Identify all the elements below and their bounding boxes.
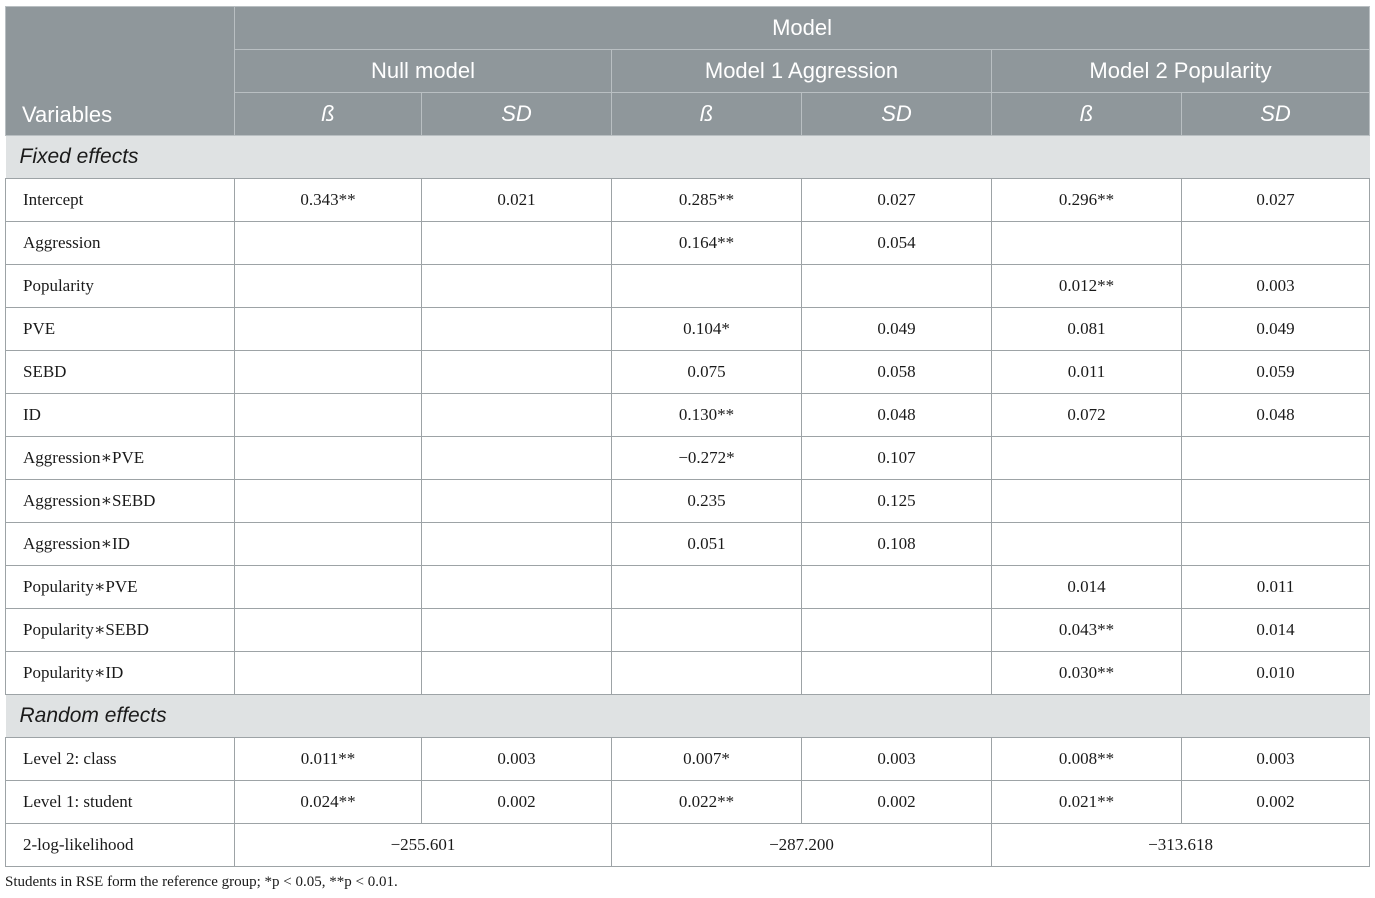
beta-cell	[235, 222, 422, 265]
table-row	[6, 609, 1370, 652]
section-row	[6, 695, 1370, 738]
model2-header: Model 2 Popularity	[992, 50, 1370, 93]
beta-cell: 0.007*	[612, 738, 802, 781]
sd-cell: 0.107	[802, 437, 992, 480]
row-label: Aggression∗PVE	[6, 437, 235, 480]
beta-cell: 0.343**	[235, 179, 422, 222]
row-label: Popularity∗PVE	[6, 566, 235, 609]
likelihood-model2: −313.618	[992, 824, 1370, 867]
beta-cell: 0.051	[612, 523, 802, 566]
row-label: Intercept	[6, 179, 235, 222]
beta-cell: 0.012**	[992, 265, 1182, 308]
beta-cell	[235, 480, 422, 523]
beta-cell	[992, 222, 1182, 265]
table-row	[6, 523, 1370, 566]
sd-header: SD	[1182, 93, 1370, 136]
beta-cell	[992, 523, 1182, 566]
sd-cell: 0.059	[1182, 351, 1370, 394]
sd-cell: 0.014	[1182, 609, 1370, 652]
beta-cell	[612, 265, 802, 308]
beta-cell: 0.008**	[992, 738, 1182, 781]
beta-header: ß	[612, 93, 802, 136]
beta-cell: 0.130**	[612, 394, 802, 437]
sd-cell	[422, 222, 612, 265]
results-table	[5, 6, 1370, 867]
beta-cell	[235, 523, 422, 566]
table-row	[6, 738, 1370, 781]
null-model-header: Null model	[235, 50, 612, 93]
sd-cell: 0.003	[422, 738, 612, 781]
table-row	[6, 480, 1370, 523]
sd-cell: 0.002	[422, 781, 612, 824]
sd-cell: 0.058	[802, 351, 992, 394]
sd-cell	[422, 480, 612, 523]
beta-header: ß	[992, 93, 1182, 136]
sd-cell: 0.108	[802, 523, 992, 566]
table-row	[6, 222, 1370, 265]
fixed-effects-heading: Fixed effects	[6, 136, 1370, 179]
sd-cell: 0.003	[1182, 265, 1370, 308]
beta-cell	[612, 609, 802, 652]
beta-cell	[235, 265, 422, 308]
beta-cell: 0.011**	[235, 738, 422, 781]
sd-cell	[1182, 222, 1370, 265]
sd-cell: 0.049	[802, 308, 992, 351]
beta-cell	[235, 609, 422, 652]
beta-cell	[612, 566, 802, 609]
sd-cell	[802, 652, 992, 695]
table-row	[6, 308, 1370, 351]
likelihood-row	[6, 824, 1370, 867]
row-label: Aggression∗ID	[6, 523, 235, 566]
table-row	[6, 781, 1370, 824]
section-row	[6, 136, 1370, 179]
beta-cell: 0.075	[612, 351, 802, 394]
random-effects-heading: Random effects	[6, 695, 1370, 738]
sd-cell	[422, 609, 612, 652]
sd-cell: 0.010	[1182, 652, 1370, 695]
table-row	[6, 265, 1370, 308]
beta-cell: 0.014	[992, 566, 1182, 609]
beta-cell	[235, 437, 422, 480]
row-label: Aggression∗SEBD	[6, 480, 235, 523]
beta-cell	[235, 566, 422, 609]
model-header: Model	[235, 7, 1370, 50]
random-body	[6, 695, 1370, 824]
row-label: Popularity∗SEBD	[6, 609, 235, 652]
sd-cell: 0.048	[802, 394, 992, 437]
table-footnote: Students in RSE form the reference group; *p < 0.05, **p < 0.01.	[5, 874, 398, 890]
row-label: Level 2: class	[6, 738, 235, 781]
sd-cell	[422, 265, 612, 308]
sd-cell: 0.048	[1182, 394, 1370, 437]
beta-cell: 0.043**	[992, 609, 1182, 652]
beta-cell: 0.072	[992, 394, 1182, 437]
beta-cell	[235, 351, 422, 394]
row-label: PVE	[6, 308, 235, 351]
likelihood-body	[6, 824, 1370, 867]
sd-cell: 0.021	[422, 179, 612, 222]
likelihood-label: 2-log-likelihood	[6, 824, 235, 867]
sd-cell	[1182, 523, 1370, 566]
sd-cell	[422, 351, 612, 394]
sd-cell	[1182, 480, 1370, 523]
row-label: SEBD	[6, 351, 235, 394]
table-row	[6, 566, 1370, 609]
sd-cell: 0.049	[1182, 308, 1370, 351]
beta-cell: 0.164**	[612, 222, 802, 265]
likelihood-model1: −287.200	[612, 824, 992, 867]
table-row	[6, 351, 1370, 394]
likelihood-null: −255.601	[235, 824, 612, 867]
sd-cell	[802, 609, 992, 652]
beta-cell: 0.011	[992, 351, 1182, 394]
sd-cell	[422, 566, 612, 609]
beta-cell	[992, 437, 1182, 480]
row-label: ID	[6, 394, 235, 437]
model1-header: Model 1 Aggression	[612, 50, 992, 93]
sd-cell	[1182, 437, 1370, 480]
beta-cell: 0.104*	[612, 308, 802, 351]
table-row	[6, 394, 1370, 437]
table-row	[6, 437, 1370, 480]
table-body	[6, 136, 1370, 695]
row-label: Popularity∗ID	[6, 652, 235, 695]
sd-cell: 0.125	[802, 480, 992, 523]
sd-cell: 0.027	[1182, 179, 1370, 222]
sd-cell	[802, 265, 992, 308]
beta-cell: 0.296**	[992, 179, 1182, 222]
variables-header: Variables	[6, 7, 235, 136]
beta-cell	[612, 652, 802, 695]
sd-cell: 0.003	[802, 738, 992, 781]
sd-cell: 0.002	[1182, 781, 1370, 824]
sd-cell	[422, 308, 612, 351]
beta-cell: 0.285**	[612, 179, 802, 222]
sd-cell	[802, 566, 992, 609]
beta-header: ß	[235, 93, 422, 136]
sd-cell: 0.011	[1182, 566, 1370, 609]
beta-cell: 0.030**	[992, 652, 1182, 695]
table-row	[6, 179, 1370, 222]
sd-header: SD	[802, 93, 992, 136]
row-label: Aggression	[6, 222, 235, 265]
sd-cell: 0.054	[802, 222, 992, 265]
sd-header: SD	[422, 93, 612, 136]
beta-cell: 0.021**	[992, 781, 1182, 824]
sd-cell	[422, 394, 612, 437]
table-header	[6, 7, 1370, 136]
sd-cell: 0.027	[802, 179, 992, 222]
beta-cell: 0.081	[992, 308, 1182, 351]
sd-cell	[422, 652, 612, 695]
beta-cell	[235, 308, 422, 351]
beta-cell: 0.235	[612, 480, 802, 523]
beta-cell	[235, 394, 422, 437]
sd-cell	[422, 523, 612, 566]
beta-cell	[235, 652, 422, 695]
row-label: Level 1: student	[6, 781, 235, 824]
sd-cell: 0.002	[802, 781, 992, 824]
beta-cell: 0.022**	[612, 781, 802, 824]
sd-cell	[422, 437, 612, 480]
beta-cell	[992, 480, 1182, 523]
table-row	[6, 652, 1370, 695]
beta-cell: 0.024**	[235, 781, 422, 824]
sd-cell: 0.003	[1182, 738, 1370, 781]
beta-cell: −0.272*	[612, 437, 802, 480]
row-label: Popularity	[6, 265, 235, 308]
